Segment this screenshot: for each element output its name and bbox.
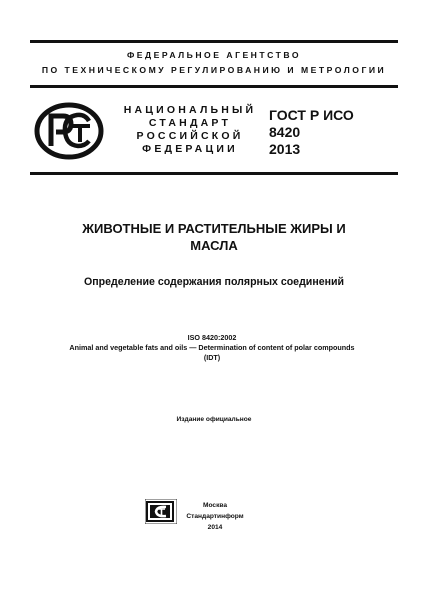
publisher-year: 2014 xyxy=(207,524,223,531)
national-standard-line-3: РОССИЙСКОЙ xyxy=(136,130,244,142)
standard-designation: ГОСТ Р ИСО xyxy=(269,107,354,123)
gost-r-logo-icon xyxy=(34,102,104,160)
standard-number: 8420 xyxy=(269,124,301,140)
agency-line-2: ПО ТЕХНИЧЕСКОМУ РЕГУЛИРОВАНИЮ И МЕТРОЛОГИИ xyxy=(41,65,387,75)
iso-idt: (IDT) xyxy=(203,353,221,362)
national-standard-line-1: НАЦИОНАЛЬНЫЙ xyxy=(123,104,257,116)
standartinform-logo-icon xyxy=(145,499,177,524)
header-rule xyxy=(30,85,398,88)
national-standard-line-2: СТАНДАРТ xyxy=(148,117,232,129)
agency-line-1: ФЕДЕРАЛЬНОЕ АГЕНТСТВО xyxy=(126,50,302,60)
publisher-name: Стандартинформ xyxy=(186,513,244,520)
standard-year: 2013 xyxy=(269,141,301,157)
publisher-city: Москва xyxy=(202,502,228,509)
document-subtitle: Определение содержания полярных соединений xyxy=(83,276,345,288)
edition-label: Издание официальное xyxy=(176,416,252,423)
document-title-line-1: ЖИВОТНЫЕ И РАСТИТЕЛЬНЫЕ ЖИРЫ И xyxy=(82,221,346,236)
document-title-line-2: МАСЛА xyxy=(190,238,238,253)
iso-title-en: Animal and vegetable fats and oils — Determination of content of polar compounds xyxy=(69,343,355,352)
designation-rule xyxy=(30,172,398,175)
iso-code: ISO 8420:2002 xyxy=(187,333,237,342)
national-standard-line-4: ФЕДЕРАЦИИ xyxy=(142,143,238,155)
top-rule xyxy=(30,40,398,43)
